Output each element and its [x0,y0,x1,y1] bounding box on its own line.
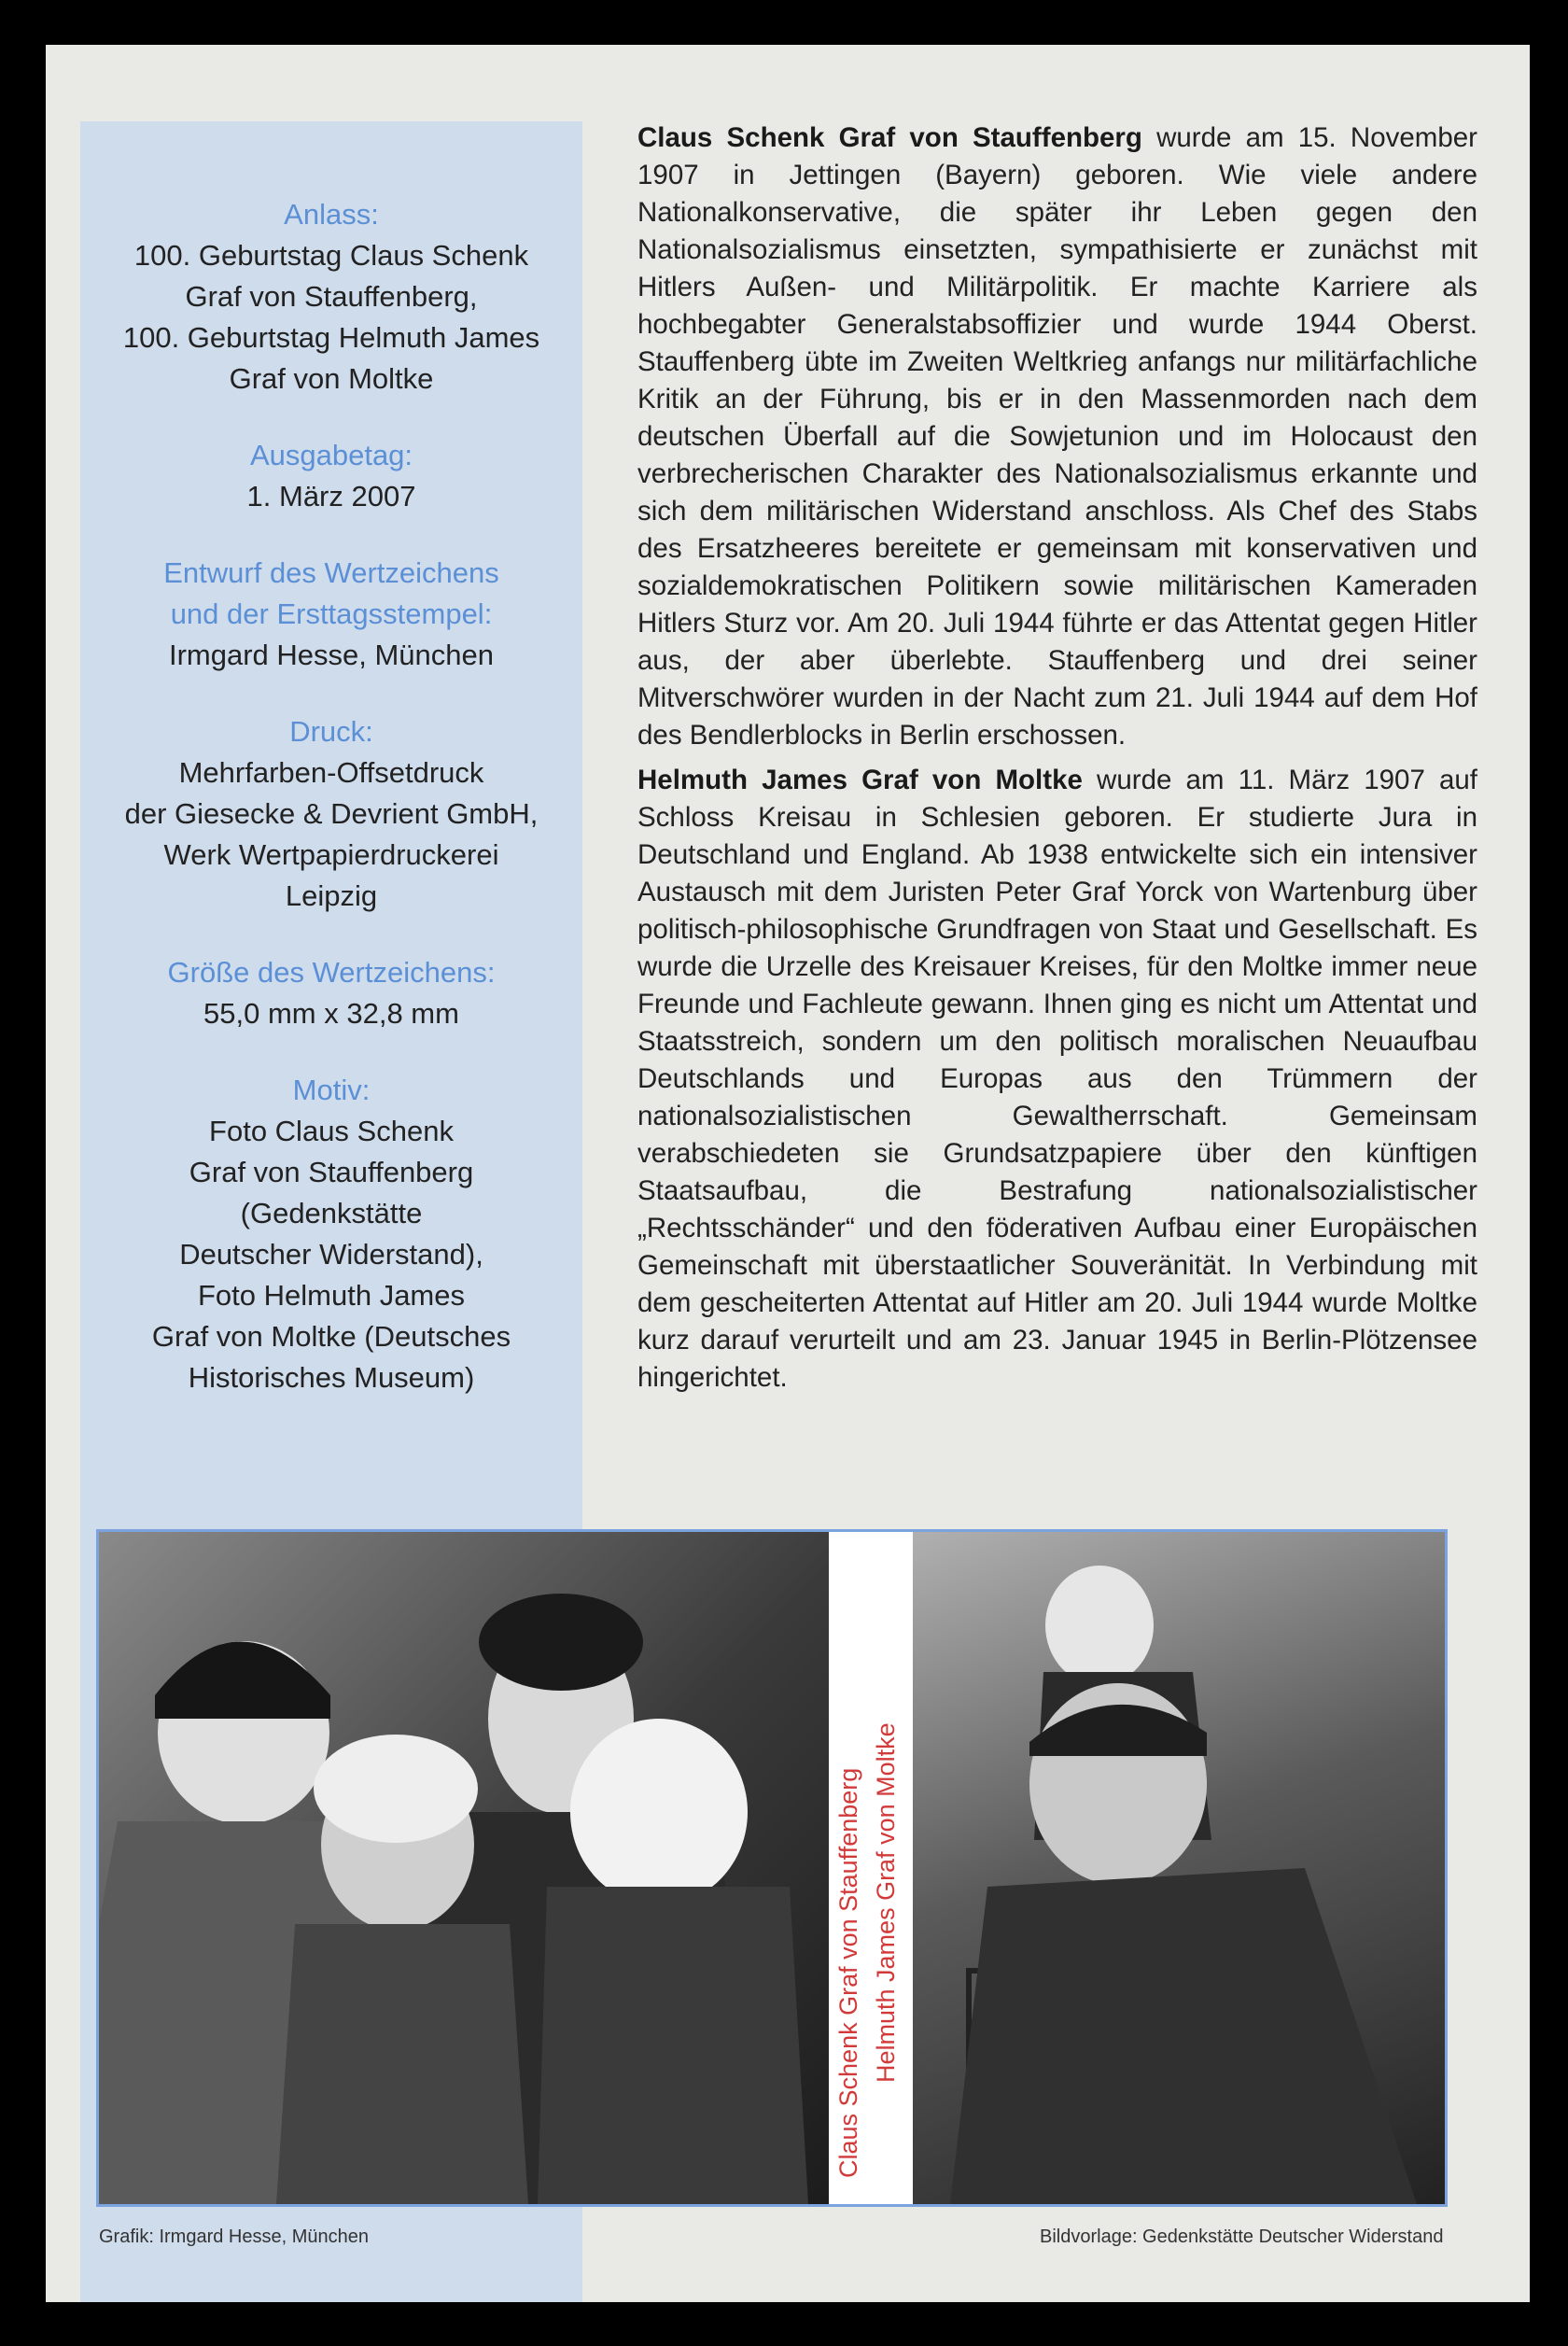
heading-motiv: Motiv: [292,1074,371,1106]
entwurf-designer: Irmgard Hesse, München [168,639,495,671]
motiv-line: (Gedenkstätte [240,1197,423,1229]
anlass-line: Graf von Moltke [229,362,434,395]
child-body [276,1924,528,2204]
stauffenberg-family-photo [99,1532,829,2204]
heading-anlass: Anlass: [284,198,379,231]
moltke-name: Helmuth James Graf von Moltke [637,765,1083,795]
druck-line: Leipzig [285,879,378,912]
motiv-line: Graf von Stauffenberg [189,1156,474,1188]
motiv-line: Deutscher Widerstand), [179,1238,483,1271]
stauffenberg-bio: wurde am 15. November 1907 in Jettingen (Bayern) geboren. Wie viele andere Nationalkonservative, die später ihr Leben gegen den Nationalsozialismus einsetzten, sympathisierte er zunächst mit Hitlers Außen- und Militärpolitik. Er machte Karriere als hochbegabter Generalstabsoffizier und wurde 1944 Oberst. Stauffenberg übte im Zweiten Weltkrieg anfangs nur militärfachliche Kritik an der Führung, bis er in den Massenmorden nach dem deutschen Überfall auf die Sowjetunion und im Holocaust den verbrecherischen Charakter des Nationalsozialismus erkannte und sich dem militärischen Widerstand anschloss. Als Chef des Stabs des Ersatzheeres bereitete er gemeinsam mit konservativen und sozialdemokratischen Politikern sowie militärischen Kameraden Hitlers Sturz vor. Am 20. Juli 1944 führte er das Attentat gegen Hitler aus, der aber überlebte. Stauffenberg und drei seiner Mitverschwörer wurden in der Nacht zum 21. Juli 1944 auf dem Hof des Bendlerblocks in Berlin erschossen. [637,122,1477,751]
heading-groesse: Größe des Wertzeichens: [167,956,496,989]
moltke-photo-illustration [913,1532,1445,2204]
photo-caption-strip [829,1532,913,2204]
moltke-paragraph [637,762,1477,1397]
section-groesse [80,952,582,1034]
section-entwurf [80,553,582,676]
stauffenberg-paragraph [637,119,1477,754]
motiv-line: Historisches Museum) [188,1361,475,1394]
section-anlass [80,194,582,400]
heading-druck: Druck: [289,715,373,748]
stauffenberg-name: Claus Schenk Graf von Stauffenberg [637,122,1142,153]
heading-entwurf: Entwurf des Wertzeichens und der Ersttagsstempel: [163,556,499,630]
biography-text [637,119,1477,1404]
druck-line: der Giesecke & Devrient GmbH, [124,797,539,830]
man-body [950,1868,1417,2204]
moltke-bio: wurde am 11. März 1907 auf Schloss Kreisau in Schlesien geboren. Er studierte Jura in Deutschland und England. Ab 1938 entwickelte sich ein intensiver Austausch mit dem Juristen Peter Graf Yorck von Wartenburg über politisch-philosophische Grundfragen von Staat und Gesellschaft. Es wurde die Urzelle des Kreisauer Kreises, für den Moltke immer neue Freunde und Fachleute gewann. Ihnen ging es nicht um Attentat und Staatsstreich, sondern um den politisch moralischen Neuaufbau Deutschlands und Europas aus den Trümmern der nationalsozialistischen Gewaltherrschaft. Gemeinsam verabschiedeten sie Grundsatzpapiere über den künftigen Staatsaufbau, die Bestrafung nationalsozialistischer „Rechtsschänder“ und den föderativen Aufbau einer Europäischen Gemeinschaft mit überstaatlicher Souveränität. In Verbindung mit dem gescheiterten Attentat auf Hitler am 20. Juli 1944 wurde Moltke kurz darauf verurteilt und am 23. Januar 1945 in Berlin-Plötzensee hingerichtet. [637,765,1478,1393]
moltke-photo [913,1532,1445,2204]
baby-face [1045,1566,1154,1685]
anlass-line: 100. Geburtstag Helmuth James [122,321,540,354]
anlass-line: 100. Geburtstag Claus Schenk [133,239,529,272]
sidebar-content [80,194,582,1434]
blond-child-head [570,1719,748,1905]
credit-bildvorlage: Bildvorlage: Gedenkstätte Deutscher Widerstand [1040,2227,1444,2247]
groesse-value: 55,0 mm x 32,8 mm [203,997,459,1030]
anlass-line: Graf von Stauffenberg, [185,280,478,313]
motiv-line: Foto Helmuth James [198,1279,465,1312]
father-hair [479,1594,643,1691]
photo-frame [96,1529,1448,2207]
druck-line: Mehrfarben-Offsetdruck [178,756,484,789]
stamp-info-sheet [46,45,1530,2302]
caption-stauffenberg: Claus Schenk Graf von Stauffenberg [834,1767,862,2178]
caption-moltke: Helmuth James Graf von Moltke [872,1722,900,2083]
blond-child-body [538,1887,808,2204]
section-ausgabetag [80,435,582,517]
section-druck [80,711,582,917]
motiv-line: Graf von Moltke (Deutsches [151,1320,511,1353]
girl-hair [155,1642,330,1720]
stauffenberg-photo-illustration [99,1532,829,2204]
druck-line: Werk Wertpapierdruckerei [163,838,499,871]
motiv-line: Foto Claus Schenk [209,1115,454,1147]
heading-ausgabetag: Ausgabetag: [249,439,413,471]
child-hair [314,1735,478,1843]
ausgabetag-date: 1. März 2007 [246,480,416,513]
section-motiv [80,1070,582,1398]
credit-grafik: Grafik: Irmgard Hesse, München [99,2227,369,2247]
